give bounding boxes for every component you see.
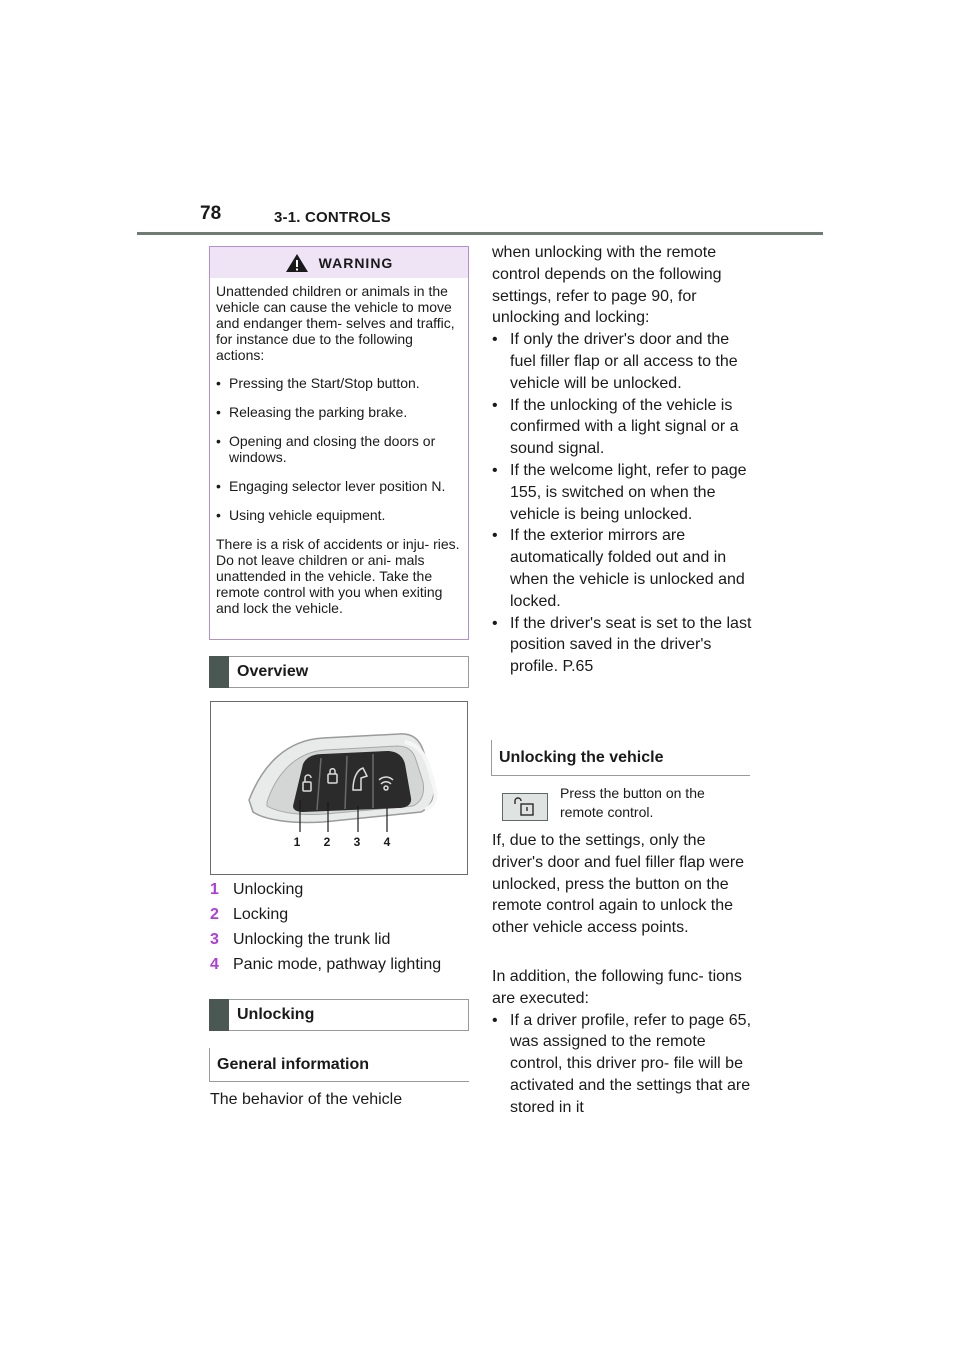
unlocking-vehicle-heading: Unlocking the vehicle bbox=[491, 740, 750, 776]
section-title: 3-1. CONTROLS bbox=[274, 209, 391, 226]
legend-number: 1 bbox=[210, 881, 219, 898]
callout-4: 4 bbox=[383, 835, 391, 849]
warning-header bbox=[210, 247, 468, 278]
legend-item bbox=[210, 879, 441, 904]
press-button-text: Press the button on the remote control. bbox=[560, 785, 705, 820]
warning-item: • Using vehicle equipment. bbox=[216, 507, 462, 523]
key-fob-image bbox=[211, 702, 467, 874]
warning-title: WARNING bbox=[318, 254, 394, 271]
unlocking-heading-label: Unlocking bbox=[237, 1006, 315, 1023]
warning-item: • Engaging selector lever position N. bbox=[216, 478, 462, 494]
fob-legend bbox=[210, 879, 441, 979]
warning-list bbox=[216, 375, 462, 523]
unlocking-heading bbox=[209, 999, 469, 1031]
warning-box bbox=[209, 246, 469, 640]
addition-list bbox=[492, 1010, 754, 1119]
legend-item bbox=[210, 904, 441, 929]
settings-item: • If only the driver's door and the fuel filler flap or all access to the vehicle will be unlocked. bbox=[492, 329, 754, 394]
warning-outro: There is a risk of accidents or inju- ries. Do not leave children or ani- mals unattended in the vehicle. Take the remote control with you when exiting and lock the vehicle. bbox=[216, 536, 460, 616]
warning-item: • Opening and closing the doors or windows. bbox=[216, 433, 462, 465]
warning-intro: Unattended children or animals in the vehicle can cause the vehicle to move and endanger them- selves and traffic, for instance due to the following actions: bbox=[216, 283, 455, 363]
legend-item bbox=[210, 929, 441, 954]
legend-number: 4 bbox=[210, 956, 219, 973]
header-rule bbox=[137, 232, 823, 235]
overview-heading bbox=[209, 656, 469, 688]
addition-block bbox=[492, 966, 754, 1119]
settings-item: • If the welcome light, refer to page 155, is switched on when the vehicle is being unlocked. bbox=[492, 460, 754, 525]
overview-heading-label: Overview bbox=[237, 663, 309, 680]
unlock-button-icon bbox=[502, 793, 548, 821]
general-information-heading: General information bbox=[209, 1048, 469, 1082]
legend-label: Locking bbox=[233, 906, 289, 923]
legend-label: Unlocking bbox=[233, 881, 304, 898]
heading-tab bbox=[209, 656, 229, 688]
warning-triangle-icon bbox=[285, 253, 309, 273]
warning-body bbox=[210, 278, 468, 616]
settings-item: • If the driver's seat is set to the last position saved in the driver's profile. P.65 bbox=[492, 613, 754, 678]
settings-list bbox=[492, 329, 754, 678]
general-information-text: The behavior of the vehicle bbox=[210, 1091, 403, 1108]
warning-item: • Pressing the Start/Stop button. bbox=[216, 375, 462, 391]
legend-number: 3 bbox=[210, 931, 219, 948]
settings-paragraph: If, due to the settings, only the driver's door and fuel filler flap were unlocked, press the button on the remote control again to unlock the other vehicle access points. bbox=[492, 832, 745, 937]
page-number: 78 bbox=[200, 203, 222, 224]
unlock-behavior-intro: when unlocking with the remote control depends on the following settings, refer to page 90, for unlocking and locking: bbox=[492, 244, 722, 327]
warning-item: • Releasing the parking brake. bbox=[216, 404, 462, 420]
legend-label: Panic mode, pathway lighting bbox=[233, 956, 442, 973]
heading-tab bbox=[209, 999, 229, 1031]
legend-number: 2 bbox=[210, 906, 219, 923]
settings-item: • If the exterior mirrors are automatically folded out and in when the vehicle is unlocked and locked. bbox=[492, 525, 754, 612]
settings-item: • If the unlocking of the vehicle is confirmed with a light signal or a sound signal. bbox=[492, 395, 754, 460]
legend-label: Unlocking the trunk lid bbox=[233, 931, 391, 948]
key-fob-figure bbox=[210, 701, 468, 875]
legend-item bbox=[210, 954, 441, 979]
right-column-text bbox=[492, 242, 754, 678]
callout-3: 3 bbox=[353, 835, 361, 849]
addition-intro: In addition, the following func- tions are executed: bbox=[492, 968, 742, 1007]
callout-1: 1 bbox=[293, 835, 301, 849]
callout-2: 2 bbox=[323, 835, 331, 849]
addition-item: • If a driver profile, refer to page 65, was assigned to the remote control, this driver pro- file will be activated and the settings that are stored in it bbox=[492, 1010, 754, 1119]
